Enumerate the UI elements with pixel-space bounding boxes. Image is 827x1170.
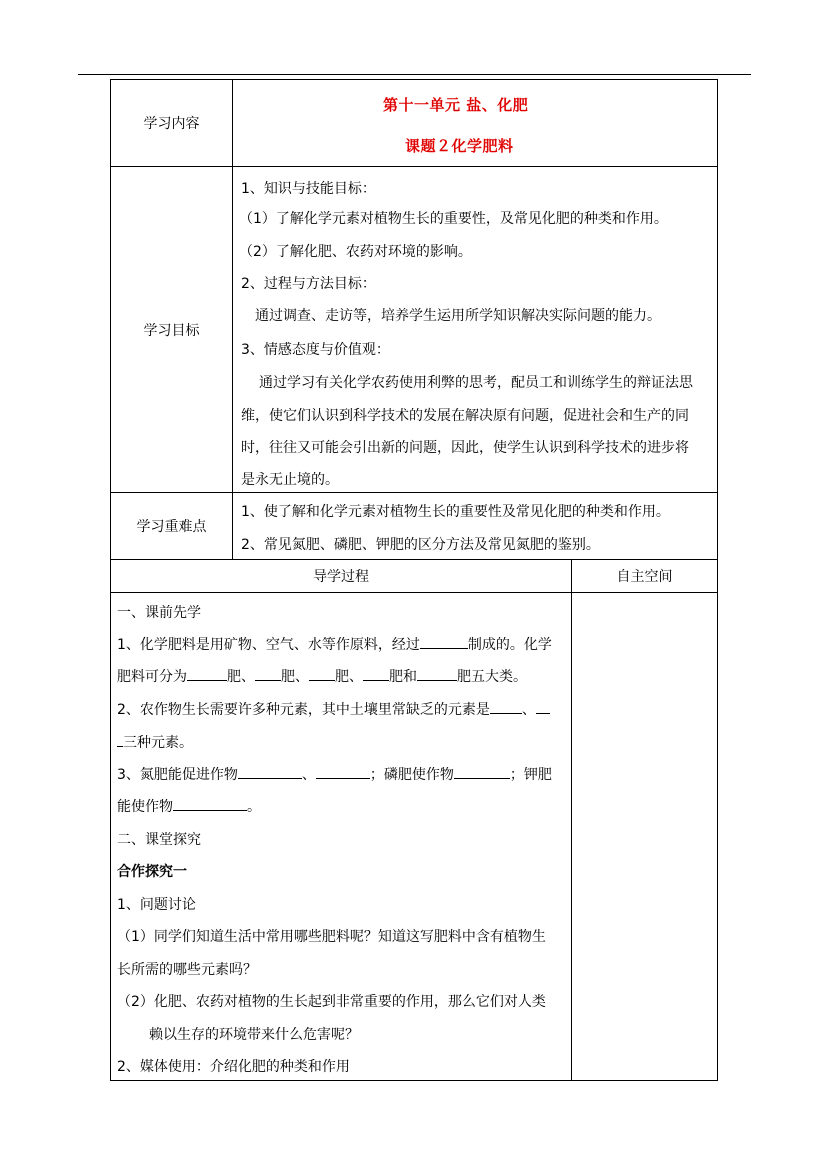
- text: 1、化学肥料是用矿物、空气、水等作原料，经过: [117, 637, 420, 653]
- label-cell-keypoints: [110, 492, 233, 560]
- guide-content-cell: [110, 592, 572, 1081]
- question-1-line-1: [117, 634, 552, 654]
- text: 、: [521, 702, 536, 718]
- text: 肥料可分为: [117, 669, 187, 685]
- text: ；磷肥使作物: [369, 767, 454, 783]
- blank[interactable]: [536, 699, 550, 714]
- subsection-heading: 合作探究一: [117, 864, 187, 880]
- objective-line: 通过调查、走访等，培养学生运用所学知识解决实际问题的能力。: [255, 308, 661, 324]
- discussion-line: 赖以生存的环境带来什么危害呢？: [149, 1027, 359, 1043]
- discussion-line: （2）化肥、农药对植物的生长起到非常重要的作用，那么它们对人类: [117, 994, 546, 1010]
- blank[interactable]: [417, 666, 457, 681]
- header-rule: [78, 74, 751, 75]
- discussion-line: （1）同学们知道生活中常用哪些肥料呢？知道这写肥料中含有植物生: [117, 929, 546, 945]
- text: 2、农作物生长需要许多种元素，其中土壤里常缺乏的元素是: [117, 702, 490, 718]
- objective-line: 维，使它们认识到科学技术的发展在解决原有问题，促进社会和生产的同: [241, 408, 689, 424]
- label-keypoints: 学习重难点: [136, 519, 207, 535]
- objective-line: 3、情感态度与价值观：: [241, 342, 390, 358]
- keypoint-line: 2、常见氮肥、磷肥、钾肥的区分方法及常见氮肥的鉴别。: [241, 537, 600, 553]
- blank[interactable]: [255, 666, 281, 681]
- unit-title: 第十一单元 盐、化肥: [383, 96, 529, 114]
- text: 制成的。化学: [467, 637, 552, 653]
- blank[interactable]: [363, 666, 389, 681]
- question-3-line-2: [117, 796, 261, 816]
- text: 肥和: [389, 669, 417, 685]
- question-2-line-2: [117, 732, 193, 752]
- text: 。: [247, 799, 261, 815]
- media-line: 2、媒体使用：介绍化肥的种类和作用: [117, 1059, 350, 1075]
- objective-line: 通过学习有关化学农药使用利弊的思考，配员工和训练学生的辩证法思: [259, 375, 693, 391]
- blank[interactable]: [238, 764, 302, 779]
- discussion-line: 长所需的哪些元素吗？: [117, 962, 257, 978]
- text: 肥、: [227, 669, 255, 685]
- text: 、: [301, 767, 316, 783]
- guide-process-label: 导学过程: [313, 569, 369, 585]
- guide-process-header: [110, 559, 572, 593]
- label-content: 学习内容: [143, 116, 200, 132]
- section-heading: 一、课前先学: [117, 605, 201, 621]
- text: 肥五大类。: [457, 669, 527, 685]
- question-3-line-1: [117, 764, 552, 784]
- objective-line: 是永无止境的。: [241, 472, 339, 488]
- lesson-title: 课题２化学肥料: [405, 137, 514, 155]
- blank[interactable]: [316, 764, 370, 779]
- objective-line: 时，往往又可能会引出新的问题，因此，使学生认识到科学技术的进步将: [241, 440, 689, 456]
- blank[interactable]: [490, 699, 522, 714]
- label-cell-content: [110, 79, 233, 167]
- objectives-cell: [232, 166, 718, 493]
- blank[interactable]: [173, 796, 247, 811]
- self-space-cell[interactable]: [571, 592, 718, 1081]
- text: 能使作物: [117, 799, 173, 815]
- self-space-label: 自主空间: [616, 569, 673, 585]
- self-space-header: [571, 559, 718, 593]
- blank[interactable]: [420, 634, 468, 649]
- question-2-line-1: [117, 699, 550, 719]
- title-cell: [232, 79, 718, 167]
- label-cell-objectives: [110, 166, 233, 493]
- question-1-line-2: [117, 666, 527, 686]
- blank[interactable]: [309, 666, 335, 681]
- objective-line: （2）了解化肥、农药对环境的影响。: [239, 244, 472, 260]
- objective-line: 2、过程与方法目标：: [241, 276, 376, 292]
- text: 3、氮肥能促进作物: [117, 767, 238, 783]
- keypoints-cell: [232, 492, 718, 560]
- keypoint-line: 1、使了解和化学元素对植物生长的重要性及常见化肥的种类和作用。: [241, 504, 670, 520]
- objective-line: （1）了解化学元素对植物生长的重要性，及常见化肥的种类和作用。: [239, 211, 668, 227]
- objective-line: 1、知识与技能目标：: [241, 181, 376, 197]
- text: 肥、: [281, 669, 309, 685]
- text: 肥、: [335, 669, 363, 685]
- blank[interactable]: [454, 764, 510, 779]
- blank[interactable]: [187, 666, 227, 681]
- discussion-line: 1、问题讨论: [117, 897, 196, 913]
- section-heading: 二、课堂探究: [117, 832, 201, 848]
- label-objectives: 学习目标: [143, 322, 200, 339]
- text: 三种元素。: [123, 735, 193, 751]
- text: ；钾肥: [509, 767, 552, 783]
